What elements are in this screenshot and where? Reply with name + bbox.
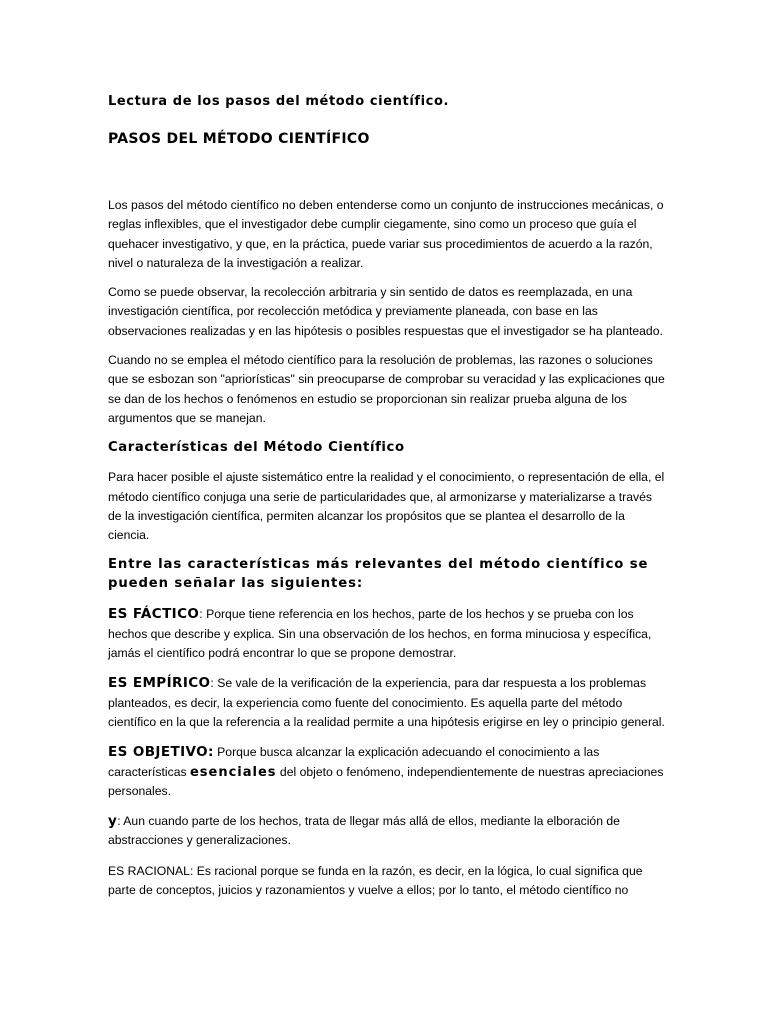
paragraph-factico	[108, 605, 668, 663]
paragraph-y	[108, 812, 668, 851]
factico-text: Porque tiene referencia en los hechos, parte de los hechos y se prueba con los hechos que describe y explica. Sin una observación de los hechos, en forma minuciosa y específica, jamás el científico podrá encontrar lo que se propone demostrar.	[108, 607, 652, 661]
empirico-text: Se vale de la verificación de la experiencia, para dar respuesta a los problemas planteados, es decir, la experiencia como fuente del conocimiento. Es aquella parte del método científico en la que la referencia a la realidad permite a una hipótesis erigirse en ley o principio general.	[108, 676, 665, 729]
y-text: : Aun cuando parte de los hechos, trata de llegar más allá de ellos, mediante la elboración de abstracciones y generalizaciones.	[108, 814, 620, 848]
objetivo-emphasis: esenciales	[189, 764, 277, 780]
term-y: y	[108, 813, 118, 830]
term-factico: ES FÁCTICO	[108, 606, 200, 623]
paragraph-racional: ES RACIONAL: Es racional porque se funda en la razón, es decir, en la lógica, lo cual significa que parte de conceptos, juicios y razonamientos y vuelve a ellos; por lo tanto, el método científico no	[108, 863, 643, 898]
document-page	[108, 92, 668, 910]
paragraph-intro-3: Cuando no se emplea el método científico para la resolución de problemas, las razones o soluciones que se esbozan son "apriorísticas" sin preocuparse de comprobar su veracidad y las explicaciones que se dan de los hechos o fenómenos en estudio se proporcionan sin realizar prueba alguna de los argumentos que se manejan.	[108, 353, 665, 425]
paragraph-intro-1: Los pasos del método científico no deben entenderse como un conjunto de instrucciones mecánicas, o reglas inflexibles, que el investigador debe cumplir ciegamente, sino como un proceso que guía el quehacer investigativo, y que, en la práctica, puede variar sus procedimientos de acuerdo a la razón, nivel o naturaleza de la investigación a realizar.	[108, 198, 664, 270]
heading-caracteristicas: Características del Método Científico	[108, 440, 405, 456]
term-objetivo: ES OBJETIVO:	[108, 744, 214, 761]
empirico-colon: :	[210, 676, 214, 691]
heading-pasos: PASOS DEL MÉTODO CIENTÍFICO	[108, 131, 370, 147]
objetivo-text-before: Porque busca alcanzar la explicación adecuando el conocimiento a las características	[108, 745, 600, 779]
factico-colon: :	[199, 607, 203, 622]
paragraph-caracteristicas: Para hacer posible el ajuste sistemático entre la realidad y el conocimiento, o representación de ella, el método científico conjuga una serie de particularidades que, al armonizarse y materializarse a través de la investigación científica, permiten alcanzar los propósitos que se plantea el desarrollo de la ciencia.	[108, 470, 665, 543]
paragraph-empirico	[108, 674, 668, 732]
heading-lectura: Lectura de los pasos del método científico.	[108, 94, 450, 109]
objetivo-text-after: del objeto o fenómeno, independientemente de nuestras apreciaciones personales.	[108, 764, 664, 798]
paragraph-objetivo	[108, 743, 668, 801]
heading-entre: Entre las características más relevantes del método científico se pueden señalar las siguientes:	[108, 557, 649, 592]
paragraph-intro-2: Como se puede observar, la recolección arbitraria y sin sentido de datos es reemplazada, en una investigación científica, por recolección metódica y previamente planeada, con base en las observaciones realizadas y en las hipótesis o posibles respuestas que el investigador se ha planteado.	[108, 285, 663, 338]
term-empirico: ES EMPÍRICO	[108, 675, 211, 692]
